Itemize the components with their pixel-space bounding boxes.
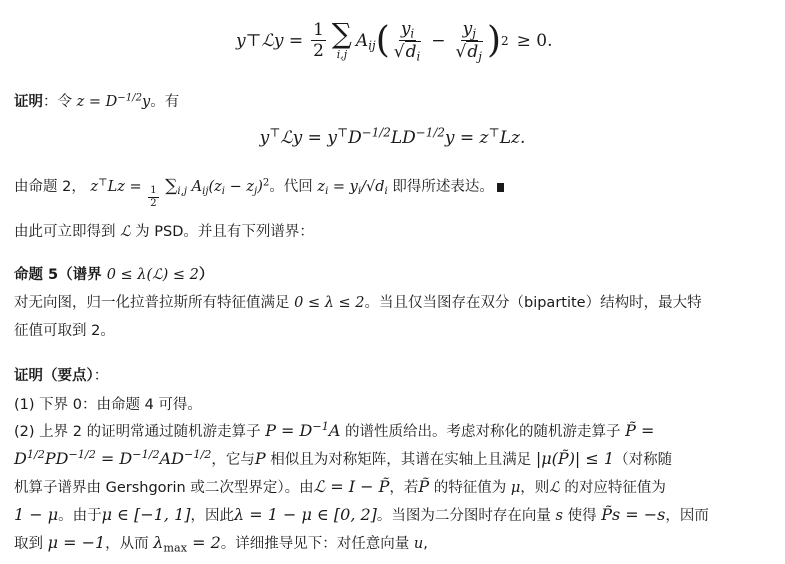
- eq1-summation: ∑ i,j: [331, 17, 352, 61]
- eq1-lhs: y⊤ℒy =: [236, 31, 304, 51]
- proof-upper-bound-line2: $D^{1/2}PD^{-1/2} = D^{-1/2}AD^{-1/2}$，它与P 相似且为对称矩阵，其谱在实轴上且满足 |μ(P̃)| ≤ 1（对称随: [14, 447, 673, 468]
- eq1-frac-j: $y_j$ √ $d_j$: [455, 19, 482, 64]
- proposition5-body-line1: 对无向图，归一化拉普拉斯所有特征值满足 0 ≤ λ ≤ 2。当且仅当图存在双分（bipartite）结构时，最大特: [14, 295, 702, 311]
- proof-keypoints-heading: 证明（要点）：: [14, 368, 109, 384]
- equation-quadratic-form: y⊤ℒy = $\frac{1}{2}$ ∑ i,j $A_{ij}$ ( $y_i$ √ $d_i$ − $y_j$ √ $d_j$ ) 2 ≥ 0.: [236, 17, 553, 64]
- proposition2-line: 由命题 2， z⊤Lz = $\frac{1}{2}$ $\sum_{i,j}$ $A_{ij}(z_i - z_j)^2$。代回 $z_i = y_i/√d_i$ 即得所述表达。: [14, 175, 504, 210]
- eq1-frac-i: $y_i$ √ $d_i$: [393, 19, 421, 64]
- proof-upper-bound-line1: (2) 上界 2 的证明常通过随机游走算子 $P = D^{-1}A$ 的谱性质给出。考虑对称化的随机游走算子 P̃ =: [14, 419, 655, 440]
- eq1-half-fraction: $\frac{1}{2}$: [313, 19, 324, 62]
- equation-transform: y⊤ℒy = $y^⊤D^{-1/2}LD^{-1/2}y = z^⊤Lz$.: [259, 125, 526, 148]
- proposition5-body-line2: 征值可取到 2。: [14, 323, 115, 339]
- proof-upper-bound-line5: 取到 μ = −1，从而 $\lambda_{max} = 2$。详细推导见下：对任意向量 u,: [14, 533, 428, 555]
- proof-lower-bound-line: (1) 下界 0：由命题 4 可得。: [14, 397, 202, 413]
- proposition5-title: 命题 5（谱界 0 ≤ λ(ℒ) ≤ 2）: [14, 267, 214, 283]
- psd-statement-line: 由此可立即得到 ℒ 为 PSD。并且有下列谱界：: [14, 224, 314, 240]
- proof-upper-bound-line4: 1 − μ。由于μ ∈ [−1, 1]，因此λ = 1 − μ ∈ [0, 2]。当图为二分图时存在向量 s 使得 P̃s = −s，因而: [14, 505, 709, 524]
- qed-square-icon: [497, 183, 504, 192]
- proof-upper-bound-line3: 机算子谱界由 Gershgorin 或二次型界定）。由ℒ = I − P̃，若P̃ 的特征值为 μ，则ℒ 的对应特征值为: [14, 477, 666, 496]
- eq1-coef: $A_{ij}$: [355, 31, 376, 53]
- proof-substitution-math: $z = D^{-1/2}y$: [76, 92, 151, 110]
- proof-intro-line: 证明：令 $z = D^{-1/2}y$。有: [14, 92, 180, 110]
